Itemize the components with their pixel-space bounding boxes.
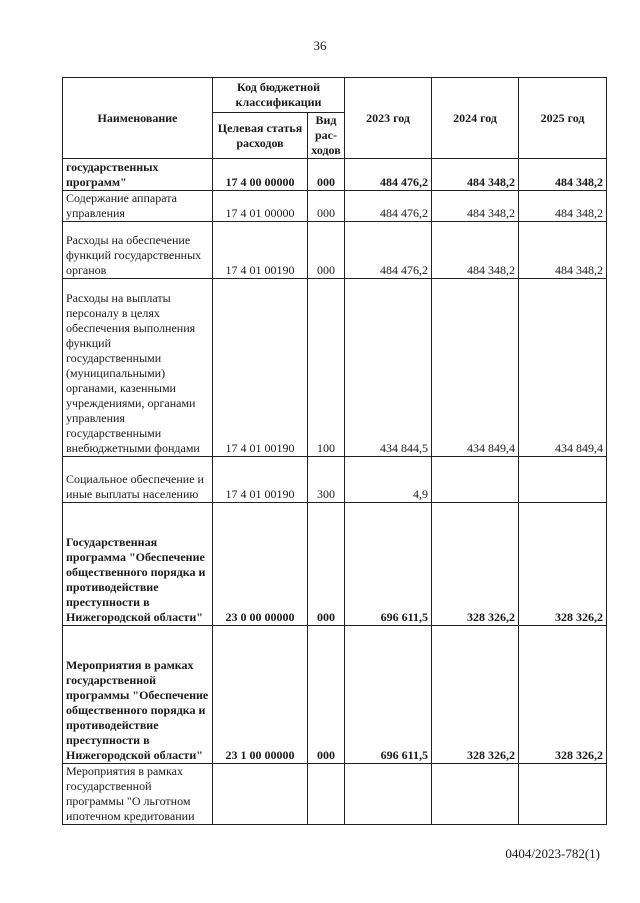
row-2023-cell: 4,9 [345,457,432,503]
row-2023-cell: 696 611,5 [345,503,432,626]
row-2023-cell: 484 476,2 [345,222,432,279]
table-row [63,191,607,222]
table-row [63,457,607,503]
row-target-article-cell: 17 4 01 00000 [213,191,308,222]
row-name-cell: Расходы на обеспечение функций государственных органов [63,222,213,279]
row-name-cell: государственных программ" [63,159,213,191]
row-2024-cell: 328 326,2 [432,503,519,626]
row-name-cell: Содержание аппарата управления [63,191,213,222]
row-expense-type-cell: 000 [308,159,345,191]
table-row [63,159,607,191]
table-row [63,222,607,279]
table-row [63,626,607,764]
row-2023-cell: 434 844,5 [345,279,432,457]
row-2024-cell: 484 348,2 [432,222,519,279]
row-2025-cell: 484 348,2 [519,191,607,222]
row-2025-cell: 434 849,4 [519,279,607,457]
row-2025-cell: 484 348,2 [519,222,607,279]
page-number: 36 [313,38,327,53]
row-target-article-cell: 17 4 01 00190 [213,457,308,503]
row-target-article-cell [213,764,308,825]
row-2025-cell: 328 326,2 [519,626,607,764]
row-expense-type-cell: 000 [308,503,345,626]
row-2024-cell [432,457,519,503]
row-2025-cell: 328 326,2 [519,503,607,626]
row-2024-cell: 328 326,2 [432,626,519,764]
row-target-article-cell: 17 4 00 00000 [213,159,308,191]
row-expense-type-cell: 300 [308,457,345,503]
row-expense-type-cell: 000 [308,191,345,222]
table-row [63,764,607,825]
row-expense-type-cell: 000 [308,626,345,764]
row-name-cell: Расходы на выплаты персоналу в целях обеспечения выполнения функций государственными (муниципальными) органами, казенными учреждениями, органами управления государственными внебюджетными фондами [63,279,213,457]
row-expense-type-cell: 100 [308,279,345,457]
document-id: 0404/2023-782(1) [505,846,600,861]
row-2024-cell [432,764,519,825]
table-body [63,159,607,825]
row-name-cell: Социальное обеспечение и иные выплаты населению [63,457,213,503]
header-target-article: Целевая статья расходов [213,113,308,159]
row-2025-cell [519,764,607,825]
header-2024: 2024 год [432,78,519,159]
row-2024-cell: 484 348,2 [432,191,519,222]
table-row [63,279,607,457]
row-2023-cell: 696 611,5 [345,626,432,764]
row-expense-type-cell [308,764,345,825]
row-name-cell: Государственная программа "Обеспечение общественного порядка и противодействие преступности в Нижегородской области" [63,503,213,626]
budget-table [62,77,607,825]
header-name: Наименование [63,78,213,159]
row-2023-cell: 484 476,2 [345,191,432,222]
row-2024-cell: 484 348,2 [432,159,519,191]
row-2025-cell [519,457,607,503]
header-code-group: Код бюджетной классификации [213,78,345,113]
row-name-cell: Мероприятия в рамках государственной программы "О льготном ипотечном кредитовании [63,764,213,825]
row-2023-cell [345,764,432,825]
row-2024-cell: 434 849,4 [432,279,519,457]
header-2023: 2023 год [345,78,432,159]
row-expense-type-cell: 000 [308,222,345,279]
row-target-article-cell: 23 1 00 00000 [213,626,308,764]
header-expense-type: Вид рас- ходов [308,113,345,159]
row-target-article-cell: 17 4 01 00190 [213,222,308,279]
row-2023-cell: 484 476,2 [345,159,432,191]
row-target-article-cell: 17 4 01 00190 [213,279,308,457]
row-2025-cell: 484 348,2 [519,159,607,191]
row-name-cell: Мероприятия в рамках государственной программы "Обеспечение общественного порядка и противодействие преступности в Нижегородской области" [63,626,213,764]
row-target-article-cell: 23 0 00 00000 [213,503,308,626]
table-row [63,503,607,626]
header-2025: 2025 год [519,78,607,159]
